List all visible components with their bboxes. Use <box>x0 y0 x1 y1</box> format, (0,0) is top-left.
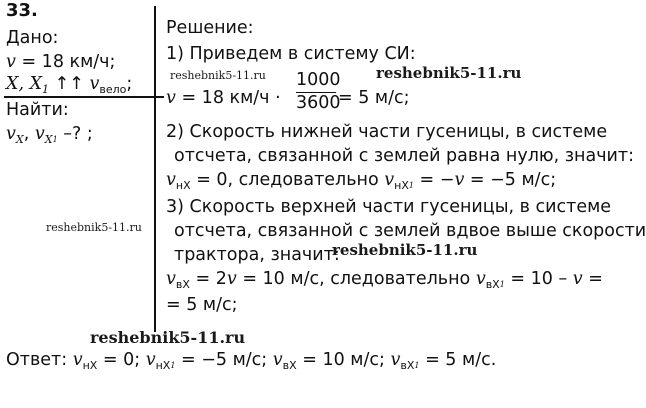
answer-var-4-sub: вX <box>400 359 415 372</box>
watermark: reshebnik5-11.ru <box>332 241 478 259</box>
answer-line <box>6 352 496 371</box>
conversion-line <box>166 90 281 108</box>
given-direction-end: ; <box>126 74 133 94</box>
find-sep: , <box>23 124 35 144</box>
given-heading: Дано: <box>6 28 59 48</box>
step3-eq2: = 10 – <box>504 269 573 289</box>
solution-step-1: 1) Приведем в систему СИ: <box>166 44 416 64</box>
step2-end: = −5 м/с; <box>464 170 557 190</box>
problem-number: 33. <box>6 0 38 21</box>
answer-var-3: v <box>272 350 283 370</box>
watermark: reshebnik5-11.ru <box>376 64 522 82</box>
fraction-numerator: 1000 <box>296 70 341 90</box>
fraction-denominator: 3600 <box>296 93 341 113</box>
find-var-2-sub2: 1 <box>52 135 58 144</box>
step3-var-v: v <box>166 269 176 289</box>
var-v: v <box>6 52 16 72</box>
parallel-arrows: ↑↑ <box>49 74 90 94</box>
step2-var-sub: нX <box>175 179 191 192</box>
step2-var-v: v <box>166 170 176 190</box>
step2-mid: = 0, следовательно <box>190 170 385 190</box>
answer-value-2: = −5 м/с; <box>175 350 273 370</box>
step2-var-sub2b: 1 <box>408 181 414 190</box>
step3-var-sub3: вX <box>485 278 500 291</box>
step3-var-v4: v <box>572 269 583 289</box>
answer-var-1: v <box>72 350 83 370</box>
step2-eq: = − <box>413 170 455 190</box>
conv-left: = 18 км/ч · <box>175 88 281 108</box>
watermark: reshebnik5-11.ru <box>90 328 246 347</box>
solution-step-3-formula <box>166 271 603 290</box>
find-var-1-sub: X <box>15 133 24 146</box>
answer-value-3: = 10 м/с; <box>296 350 391 370</box>
conversion-fraction <box>296 70 341 113</box>
var-x: X, X <box>6 74 43 94</box>
answer-var-4: v <box>390 350 401 370</box>
var-v-bike-sub: вело <box>99 83 127 96</box>
solution-step-2-formula <box>166 172 556 191</box>
step3-var-v2: v <box>226 269 237 289</box>
find-var-1: v <box>6 124 16 144</box>
step3-eq: = 2 <box>189 269 227 289</box>
given-divider <box>4 96 164 98</box>
step3-var-v3: v <box>475 269 486 289</box>
given-solution-divider <box>154 6 156 332</box>
var-v-bike: v <box>89 74 100 94</box>
watermark: reshebnik5-11.ru <box>170 69 266 82</box>
watermark: reshebnik5-11.ru <box>46 221 142 234</box>
find-values <box>6 126 93 145</box>
find-heading: Найти: <box>6 100 69 120</box>
answer-value-4: = 5 м/с. <box>419 350 497 370</box>
given-speed <box>6 54 115 72</box>
step3-mid: = 10 м/с, следовательно <box>236 269 476 289</box>
given-speed-value: = 18 км/ч; <box>15 52 116 72</box>
solution-step-3-result: = 5 м/с; <box>166 295 238 315</box>
answer-value-1: = 0; <box>97 350 146 370</box>
find-end: –? ; <box>57 124 93 144</box>
step3-var-sub3b: 1 <box>499 280 505 289</box>
solution-heading: Решение: <box>166 18 254 38</box>
conversion-result: = 5 м/с; <box>338 88 410 108</box>
answer-var-2-sub2: 1 <box>170 361 176 370</box>
answer-label: Ответ: <box>6 350 73 370</box>
step2-var-v2: v <box>384 170 395 190</box>
step3-eq3: = <box>582 269 603 289</box>
answer-var-2: v <box>145 350 156 370</box>
solution-step-2-line-2: отсчета, связанной с землей равна нулю, значит: <box>174 146 635 166</box>
solution-step-2-line-1: 2) Скорость нижней части гусеницы, в системе <box>166 122 608 142</box>
step3-var-sub: вX <box>175 278 190 291</box>
step2-var-sub2: нX <box>394 179 409 192</box>
step2-var-v3: v <box>454 170 465 190</box>
solution-step-3-line-3: трактора, значит: <box>174 245 340 265</box>
find-var-2-sub: X <box>44 133 53 146</box>
conv-var-v: v <box>166 88 176 108</box>
var-x-sub: 1 <box>42 83 50 96</box>
answer-var-4-sub2: 1 <box>414 361 420 370</box>
solution-step-3-line-1: 3) Скорость верхней части гусеницы, в системе <box>166 197 612 217</box>
answer-var-1-sub: нX <box>82 359 98 372</box>
find-var-2: v <box>34 124 45 144</box>
answer-var-3-sub: вX <box>282 359 297 372</box>
given-direction <box>6 76 132 95</box>
answer-var-2-sub: нX <box>155 359 171 372</box>
solution-step-3-line-2: отсчета, связанной с землей вдвое выше скорости <box>174 221 646 241</box>
